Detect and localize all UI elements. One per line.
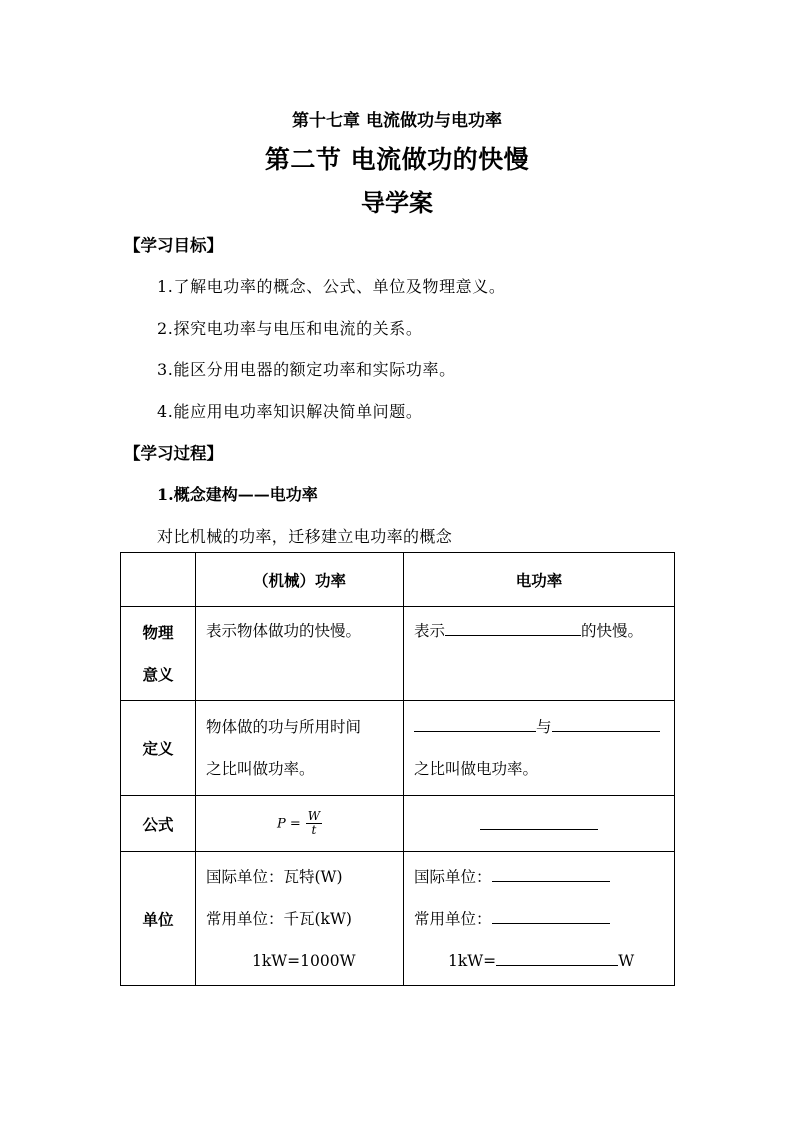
elec-definition-line: 之比叫做电功率。 — [414, 760, 539, 778]
header-electric-power: 电功率 — [404, 553, 675, 607]
elec-units-line — [414, 856, 674, 898]
elec-units-cell — [404, 852, 675, 986]
formula-denominator: t — [311, 823, 317, 837]
fill-in-blank[interactable] — [496, 950, 618, 966]
elec-definition-cell — [404, 701, 675, 796]
formula-fraction — [306, 810, 322, 837]
elec-definition-line — [414, 706, 674, 748]
concept-subheading: 1.概念建构——电功率 — [157, 485, 318, 504]
objective-item: 1.了解电功率的概念、公式、单位及物理意义。 — [157, 277, 506, 296]
fill-in-blank[interactable] — [480, 814, 598, 830]
mech-units-cell — [196, 852, 404, 986]
mech-definition-cell — [196, 701, 404, 796]
table-row-meaning — [121, 607, 675, 701]
mech-meaning-text: 表示物体做功的快慢。 — [206, 622, 362, 640]
row-label-definition: 定义 — [121, 701, 196, 796]
fill-in-blank[interactable] — [445, 620, 581, 636]
objective-item: 3.能区分用电器的额定功率和实际功率。 — [157, 360, 456, 379]
row-label-formula: 公式 — [121, 796, 196, 852]
header-mechanical-power: （机械）功率 — [196, 553, 404, 607]
row-label-line: 物理 — [142, 622, 174, 642]
elec-meaning-suffix: 的快慢。 — [581, 622, 644, 640]
objectives-heading: 【学习目标】 — [124, 236, 223, 255]
fill-in-blank[interactable] — [492, 866, 610, 882]
table-row-formula — [121, 796, 675, 852]
mech-meaning-cell — [196, 607, 404, 701]
elec-units-label: 常用单位： — [414, 909, 492, 928]
row-label-meaning — [121, 607, 196, 701]
table-row-units — [121, 852, 675, 986]
elec-definition-mid: 与 — [536, 718, 552, 736]
mech-units-line: 国际单位：瓦特(W) — [206, 867, 343, 886]
elec-meaning-cell — [404, 607, 675, 701]
process-heading: 【学习过程】 — [124, 444, 223, 463]
formula-lhs: P = — [276, 816, 301, 832]
intro-text: 对比机械的功率，迁移建立电功率的概念 — [157, 527, 453, 546]
elec-units-line — [414, 940, 674, 982]
elec-meaning-prefix: 表示 — [414, 622, 446, 640]
fill-in-blank[interactable] — [414, 716, 536, 732]
objective-item: 2.探究电功率与电压和电流的关系。 — [157, 319, 423, 338]
row-label-units: 单位 — [121, 852, 196, 986]
fill-in-blank[interactable] — [552, 716, 660, 732]
elec-formula-cell — [404, 796, 675, 852]
table-row-definition — [121, 701, 675, 796]
chapter-title: 第十七章 电流做功与电功率 — [292, 111, 502, 131]
table-header-row — [121, 553, 675, 607]
formula-numerator: W — [307, 809, 321, 823]
lesson-title: 第二节 电流做功的快慢 — [264, 145, 530, 174]
elec-units-suffix: W — [618, 951, 635, 970]
mech-units-line: 1kW=1000W — [252, 951, 356, 970]
corner-cell — [121, 553, 196, 607]
mech-units-line: 常用单位：千瓦(kW) — [206, 909, 352, 928]
mech-definition-line: 物体做的功与所用时间 — [206, 718, 362, 736]
row-label-line: 意义 — [142, 664, 174, 684]
mech-formula-cell — [196, 796, 404, 852]
comparison-table — [120, 552, 675, 986]
objective-item: 4.能应用电功率知识解决简单问题。 — [157, 402, 423, 421]
elec-units-prefix: 1kW= — [448, 951, 497, 970]
mech-definition-line: 之比叫做功率。 — [206, 760, 315, 778]
elec-units-label: 国际单位： — [414, 867, 492, 886]
elec-units-line — [414, 898, 674, 940]
document-subtitle: 导学案 — [361, 189, 433, 217]
fill-in-blank[interactable] — [492, 908, 610, 924]
